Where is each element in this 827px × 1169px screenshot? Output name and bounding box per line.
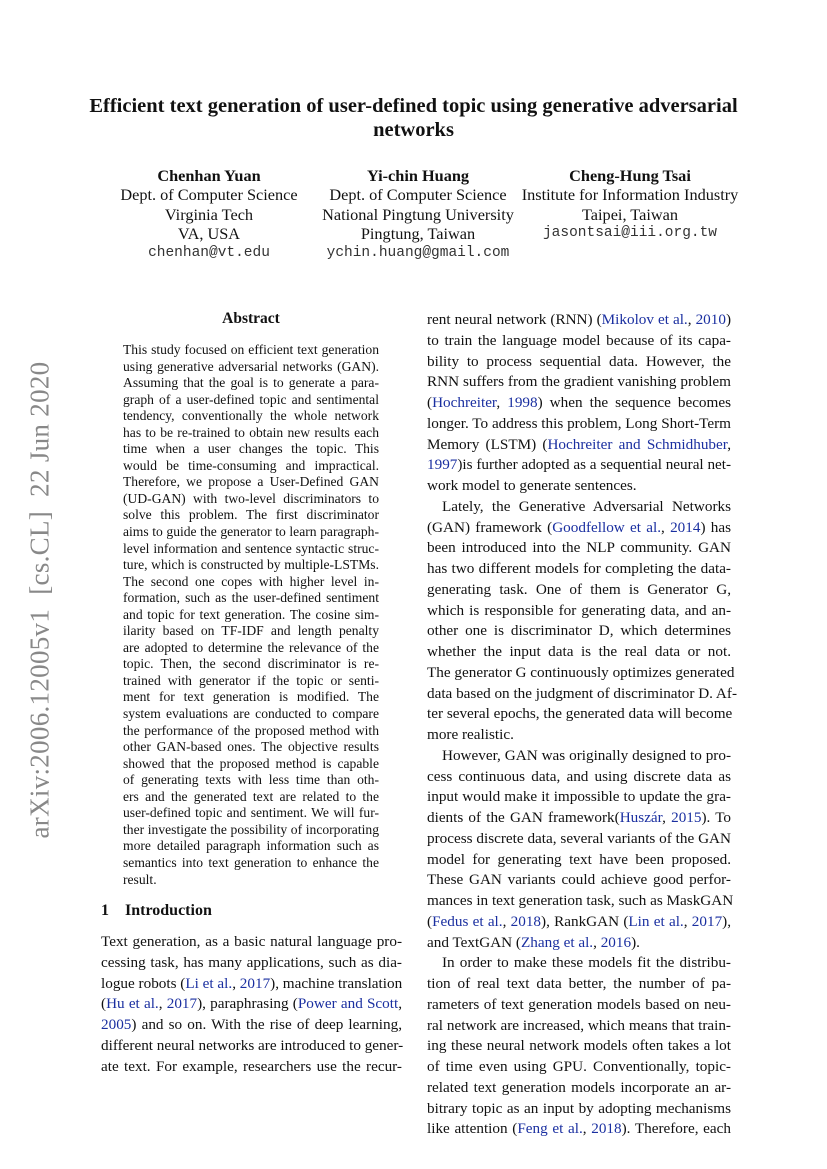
citation-link[interactable]: 2018 [591, 1120, 622, 1138]
abstract-line: ture, which is constructed by multiple-LSTMs. [123, 557, 379, 573]
text-line: model for generating text have been proposed. [427, 850, 731, 868]
citation-link[interactable]: Huszár [619, 809, 663, 826]
text-line: rameters of text generation models based on neu- [427, 995, 731, 1013]
text-line: related text generation models incorporate an ar- [427, 1078, 731, 1096]
author-name: Chenhan Yuan [157, 166, 261, 185]
text-line: different neural networks are introduced to gener- [101, 1036, 404, 1054]
text-line: 2005) and so on. With the rise of deep learning, [101, 1016, 402, 1033]
abstract-heading: Abstract [222, 310, 280, 327]
abstract-line: (UD-GAN) with two-level discriminators to [123, 490, 379, 506]
arxiv-stamp: arXiv:2006.12005v1 [cs.CL] 22 Jun 2020 [24, 361, 55, 839]
citation-link[interactable]: Power and Scott [297, 995, 399, 1013]
text-line: whether the input data is the real data or not. [427, 643, 731, 660]
text-line: been introduced into the NLP community. GAN [427, 539, 731, 557]
author-institution: Taipei, Taiwan [582, 204, 678, 224]
text-line: other one is discriminator D, which determines [427, 622, 731, 640]
citation-link[interactable]: 2016 [600, 933, 632, 951]
abstract-line: has to be re-trained to obtain new results each [123, 424, 379, 440]
text-line: In order to make these models fit the distribu- [442, 954, 731, 972]
text-line: The generator G continuously optimizes generated [427, 663, 735, 681]
abstract-body [123, 342, 379, 888]
citation-link[interactable]: 2005 [101, 1016, 132, 1033]
abstract-line: Therefore, we propose a User-Defined GAN [123, 474, 379, 490]
citation-link[interactable]: 2017 [166, 995, 198, 1013]
citation-link[interactable]: Lin et al. [628, 912, 684, 930]
text-line: (Hochreiter, 1998) when the sequence becomes [427, 394, 731, 411]
abstract-line: semantics into text generation to enhance the [123, 854, 379, 870]
author-institution: Virginia Tech [164, 204, 254, 224]
abstract-line: tendency, conventionally the whole network [123, 408, 379, 424]
text-line: generating task. One of them is Generator G, [427, 580, 731, 598]
author-name: Cheng-Hung Tsai [569, 166, 691, 185]
text-line: input would make it impossible to update the gra- [427, 788, 731, 806]
text-line: However, GAN was originally designed to pro- [442, 746, 731, 764]
paper-title [60, 94, 767, 142]
citation-link[interactable]: Zhang et al. [520, 933, 594, 951]
text-line: ral network are increased, which means that train- [427, 1016, 731, 1034]
author-email: ychin.huang@gmail.com [326, 244, 510, 261]
abstract-line: result. [123, 871, 157, 887]
text-line: of time even using GPU. Conventionally, topic- [427, 1058, 731, 1075]
abstract-line: the performance of the proposed method with [123, 722, 379, 738]
citation-link[interactable]: 1997 [427, 456, 458, 474]
abstract-line: system evaluations are conducted to compare [123, 706, 379, 722]
text-line: tion of real text data better, the number of pa- [427, 975, 731, 992]
abstract-line: time when a user changes the topic. This [123, 441, 379, 457]
abstract-line: aims to guide the generator to learn paragraph- [123, 524, 379, 540]
text-line: ate text. For example, researchers use the recur- [101, 1057, 402, 1075]
author-dept: Institute for Information Industry [521, 185, 739, 205]
text-line: 1997)is further adopted as a sequential neural net- [427, 456, 732, 474]
text-line: cess continuous data, and using discrete data as [427, 767, 731, 785]
abstract-line: ment for text generation is modified. The [123, 689, 379, 705]
intro-left-column [101, 932, 402, 1077]
citation-link[interactable]: 2017 [239, 974, 271, 992]
citation-link[interactable]: Hu et al. [106, 995, 159, 1013]
citation-link[interactable]: 2010 [695, 311, 726, 328]
author-block [303, 166, 533, 263]
abstract-line: graph of a user-defined topic and sentimental [123, 391, 379, 407]
author-institution: National Pingtung University [322, 204, 514, 224]
author-location: VA, USA [177, 224, 241, 244]
abstract-line: formation, such as the user-defined sentiment [123, 590, 379, 606]
abstract-line: ilarity based on TF-IDF and length penalty [123, 623, 379, 639]
abstract-line: and topic for text generation. The cosine sim- [123, 606, 379, 622]
abstract-line: The second one copes with higher level in- [123, 573, 379, 589]
author-email: chenhan@vt.edu [148, 244, 270, 261]
abstract-line: showed that the proposed method is capable [123, 755, 379, 771]
text-line: longer. To address this problem, Long Short-Term [427, 414, 731, 432]
text-line: which is responsible for generating data, and an- [427, 601, 731, 619]
text-line: data based on the judgment of discriminator D. Af- [427, 684, 738, 702]
text-line: Text generation, as a basic natural language pro- [101, 933, 402, 950]
abstract-line: using generative adversarial networks (GAN). [123, 358, 379, 374]
text-line: bitrary topic as an input by adopting mechanisms [427, 1099, 731, 1117]
abstract-line: more detailed paragraph information such as [123, 838, 379, 854]
author-location: Pingtung, Taiwan [360, 224, 476, 244]
text-line: Memory (LSTM) (Hochreiter and Schmidhuber, [427, 435, 731, 453]
abstract-line: user-defined topic and sentiment. We will fur- [123, 805, 379, 821]
text-line: (Hu et al., 2017), paraphrasing (Power and Scott, [101, 995, 403, 1013]
citation-link[interactable]: 2017 [691, 912, 723, 930]
intro-right-column [427, 310, 738, 1140]
title-line: Efficient text generation of user-defined topic using generative adversarial [89, 95, 738, 117]
citation-link[interactable]: 1998 [507, 394, 538, 411]
text-line: ter several epochs, the generated data will become [427, 705, 733, 723]
abstract-line: topic. Then, the second discriminator is re- [123, 656, 379, 672]
citation-link[interactable]: Feng et al. [517, 1120, 583, 1138]
text-line: ing these neural network models often takes a lot [427, 1037, 731, 1055]
text-line: cessing task, has many applications, such as dia- [101, 953, 402, 971]
text-line: and TextGAN (Zhang et al., 2016). [427, 933, 640, 951]
title-line: networks [373, 119, 454, 141]
abstract-line: other GAN-based ones. The objective results [123, 739, 379, 755]
section-number: 1 [101, 902, 109, 919]
text-line: (GAN) framework (Goodfellow et al., 2014) has [427, 518, 731, 536]
citation-link[interactable]: 2014 [670, 518, 701, 536]
author-dept: Dept. of Computer Science [120, 185, 298, 205]
text-line: These GAN variants could achieve good perfor- [427, 871, 731, 889]
text-line: mances in text generation task, such as MaskGAN [427, 892, 734, 909]
text-line: Lately, the Generative Adversarial Networks [442, 497, 731, 515]
text-line: RNN suffers from the gradient vanishing problem [427, 373, 731, 391]
abstract-line: level information and sentence syntactic struc- [123, 540, 379, 556]
section-heading [101, 902, 212, 920]
section-title: Introduction [125, 902, 212, 919]
text-line: to train the language model because of its capa- [427, 331, 731, 349]
abstract-line: of generating texts with less time than oth- [123, 772, 379, 788]
abstract-line: ers and the generated text are related to the [123, 788, 379, 804]
abstract-line: would be time-consuming and impractical. [123, 457, 379, 473]
author-name: Yi-chin Huang [366, 166, 470, 185]
text-line: dients of the GAN framework(Huszár, 2015). To [427, 809, 732, 826]
citation-link[interactable]: Goodfellow et al. [552, 518, 661, 536]
author-email: jasontsai@iii.org.tw [542, 225, 718, 242]
text-line: work model to generate sentences. [427, 477, 637, 494]
text-line: has two different models for completing the data- [427, 560, 731, 577]
abstract-line: trained with generator if the topic or senti- [123, 672, 379, 688]
text-line: rent neural network (RNN) (Mikolov et al., 2010) [427, 311, 731, 328]
citation-link[interactable]: Hochreiter [432, 394, 497, 411]
author-block [94, 166, 324, 263]
text-line: bility to process sequential data. However, the [427, 352, 731, 370]
citation-link[interactable]: Mikolov et al. [601, 311, 688, 328]
text-line: process discrete data, several variants of the GAN [427, 829, 731, 847]
abstract-line: ther investigate the possibility of incorporating [123, 821, 379, 837]
abstract-line: are adopted to determine the relevance of the [123, 639, 379, 655]
text-line: logue robots (Li et al., 2017), machine translation [101, 974, 403, 992]
abstract-line: solve this problem. The first discriminator [123, 507, 379, 523]
text-line: (Fedus et al., 2018), RankGAN (Lin et al., 2017), [427, 912, 732, 930]
abstract-line: Assuming that the goal is to generate a para- [123, 375, 379, 391]
abstract-line: This study focused on efficient text generation [123, 342, 379, 357]
citation-link[interactable]: Fedus et al. [432, 912, 503, 930]
author-block [507, 166, 753, 244]
citation-link[interactable]: 2015 [671, 809, 702, 826]
citation-link[interactable]: 2018 [510, 912, 542, 930]
citation-link[interactable]: Hochreiter and Schmidhuber [547, 435, 728, 453]
citation-link[interactable]: Li et al. [185, 974, 233, 992]
text-line: like attention (Feng et al., 2018). Therefore, each [427, 1120, 731, 1138]
text-line: more realistic. [427, 726, 514, 743]
author-dept: Dept. of Computer Science [329, 185, 507, 205]
